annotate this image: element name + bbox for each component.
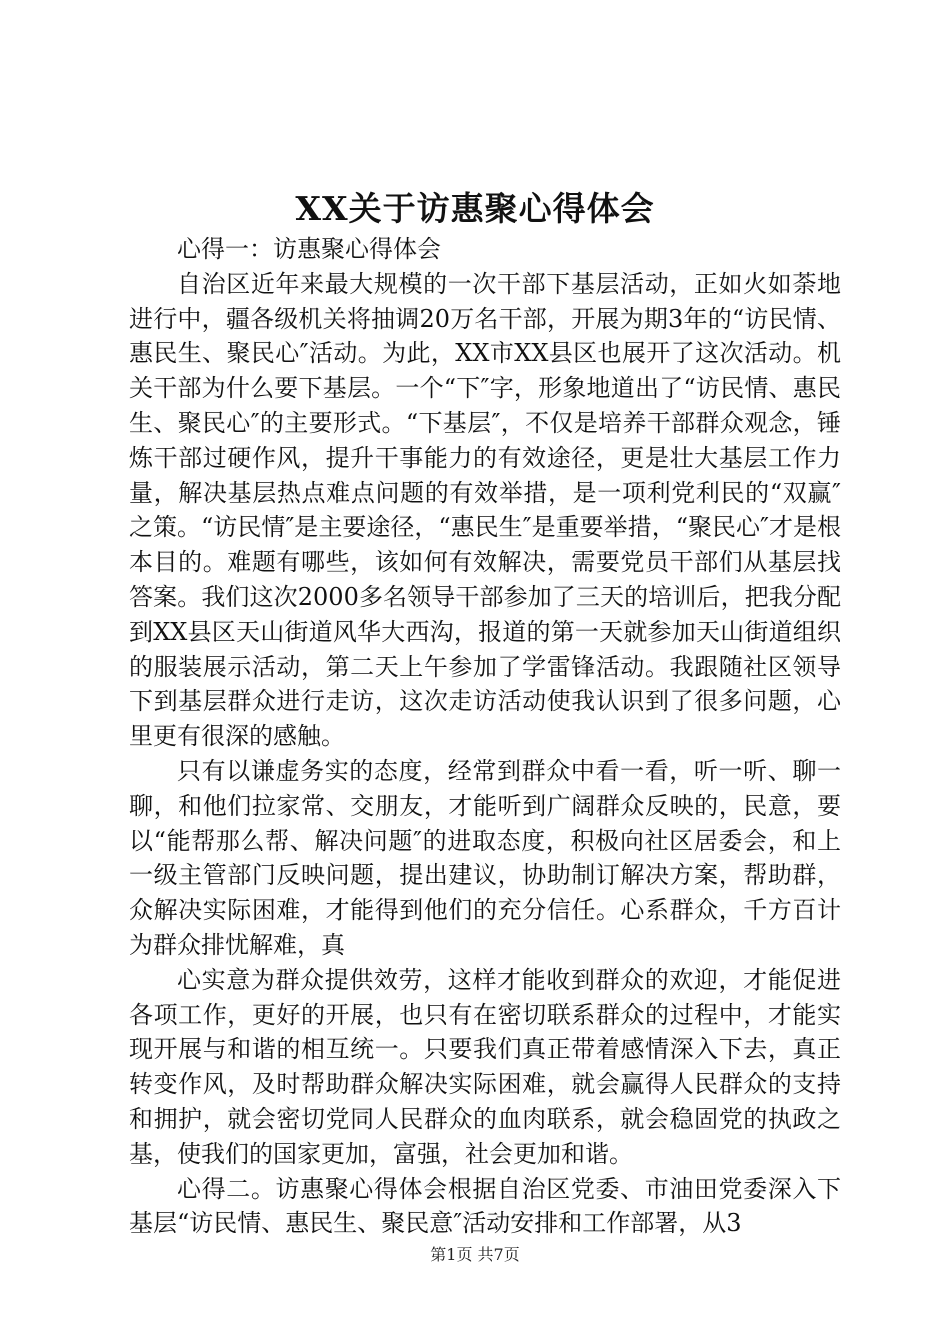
paragraph-heading-two: 心得二。访惠聚心得体会根据自治区党委、市油田党委深入下基层“访民情、惠民生、聚民意″活动安排和工作部署，从3 bbox=[129, 1174, 841, 1238]
paragraph-heading-one: 心得一：访惠聚心得体会 bbox=[177, 235, 441, 263]
document-body bbox=[129, 232, 841, 1241]
paragraph-sincerity: 心实意为群众提供效劳，这样才能收到群众的欢迎，才能促进各项工作，更好的开展，也只有在密切联系群众的过程中，才能实现开展与和谐的相互统一。只要我们真正带着感情深入下去，真正转变作风，及时帮助群众解决实际困难，就会赢得人民群众的支持和拥护，就会密切党同人民群众的血肉联系，就会稳固党的执政之基，使我们的国家更加，富强，社会更加和谐。 bbox=[129, 965, 841, 1168]
paragraph-intro: 自治区近年来最大规模的一次干部下基层活动，正如火如荼地进行中，疆各级机关将抽调20万名干部，开展为期3年的“访民情、惠民生、聚民心″活动。为此，XX市XX县区也展开了这次活动。机关干部为什么要下基层。一个“下″字，形象地道出了“访民情、惠民生、聚民心″的主要形式。“下基层″，不仅是培养干部群众观念，锤炼干部过硬作风，提升干事能力的有效途径，更是壮大基层工作力量，解决基层热点难点问题的有效举措，是一项利党利民的“双赢″之策。“访民情″是主要途径，“惠民生″是重要举措，“聚民心″才是根本目的。难题有哪些，该如何有效解决，需要党员干部们从基层找答案。我们这次2000多名领导干部参加了三天的培训后，把我分配到XX县区天山街道风华大西沟，报道的第一天就参加天山街道组织的服装展示活动，第二天上午参加了学雷锋活动。我跟随社区领导下到基层群众进行走访，这次走访活动使我认识到了很多问题，心里更有很深的感触。 bbox=[129, 269, 841, 751]
document-title: XX关于访惠聚心得体会 bbox=[295, 189, 655, 228]
page-number-footer: 第1页 共7页 bbox=[430, 1245, 520, 1264]
paragraph-attitude: 只有以谦虚务实的态度，经常到群众中看一看，听一听、聊一聊，和他们拉家常、交朋友，才能听到广阔群众反映的，民意，要以“能帮那么帮、解决问题″的进取态度，积极向社区居委会，和上一级主管部门反映问题，提出建议，协助制订解决方案，帮助群，众解决实际困难，才能得到他们的充分信任。心系群众，千方百计为群众排忧解难，真 bbox=[129, 756, 841, 959]
